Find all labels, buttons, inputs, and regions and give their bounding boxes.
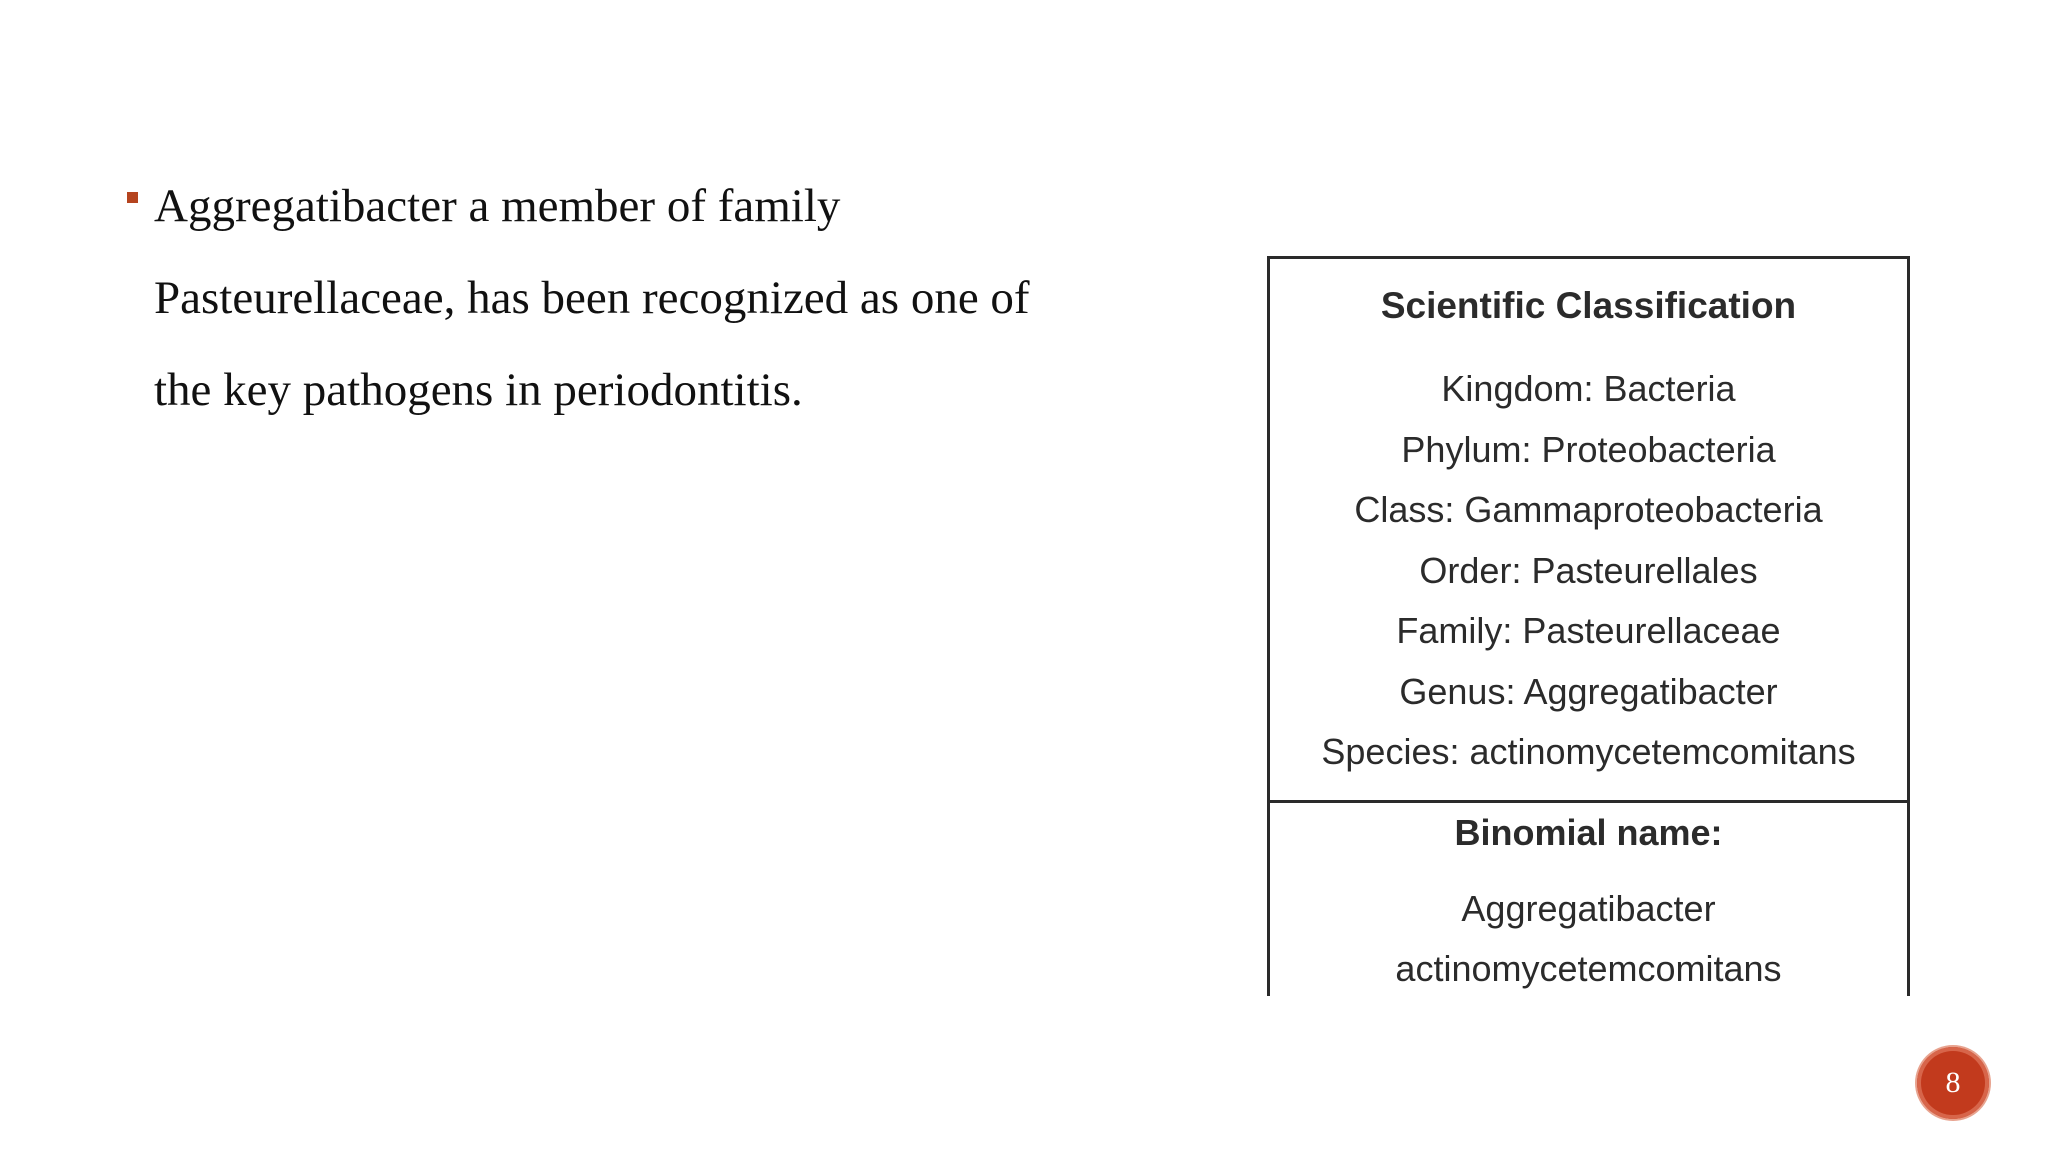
bullet-line: Aggregatibacter a member of family (154, 180, 841, 232)
binomial-heading: Binomial name: (1454, 812, 1723, 853)
classification-row-class: Class: Gammaproteobacteria (1354, 489, 1823, 530)
classification-row-kingdom: Kingdom: Bacteria (1441, 368, 1736, 409)
table-divider (1270, 800, 1907, 803)
square-bullet-icon (127, 192, 138, 203)
binomial-name (1270, 879, 1907, 999)
classification-row-species: Species: actinomycetemcomitans (1321, 731, 1856, 772)
binomial-line-genus: Aggregatibacter (1461, 888, 1716, 929)
classification-title: Scientific Classification (1380, 285, 1797, 326)
bullet-point (125, 160, 1155, 436)
bullet-line: Pasteurellaceae, has been recognized as one of (154, 272, 1030, 324)
classification-row-genus: Genus: Aggregatibacter (1399, 670, 1778, 712)
classification-row-phylum: Phylum: Proteobacteria (1401, 428, 1776, 470)
scientific-classification-table (1267, 256, 1910, 996)
bullet-text (125, 160, 1155, 436)
binomial-line-species: actinomycetemcomitans (1395, 948, 1782, 989)
page-number-badge: 8 (1917, 1047, 1989, 1119)
bullet-line: the key pathogens in periodontitis. (154, 364, 803, 416)
classification-row-family: Family: Pasteurellaceae (1396, 610, 1781, 651)
classification-row-order: Order: Pasteurellales (1419, 549, 1758, 591)
classification-rows (1270, 359, 1907, 783)
